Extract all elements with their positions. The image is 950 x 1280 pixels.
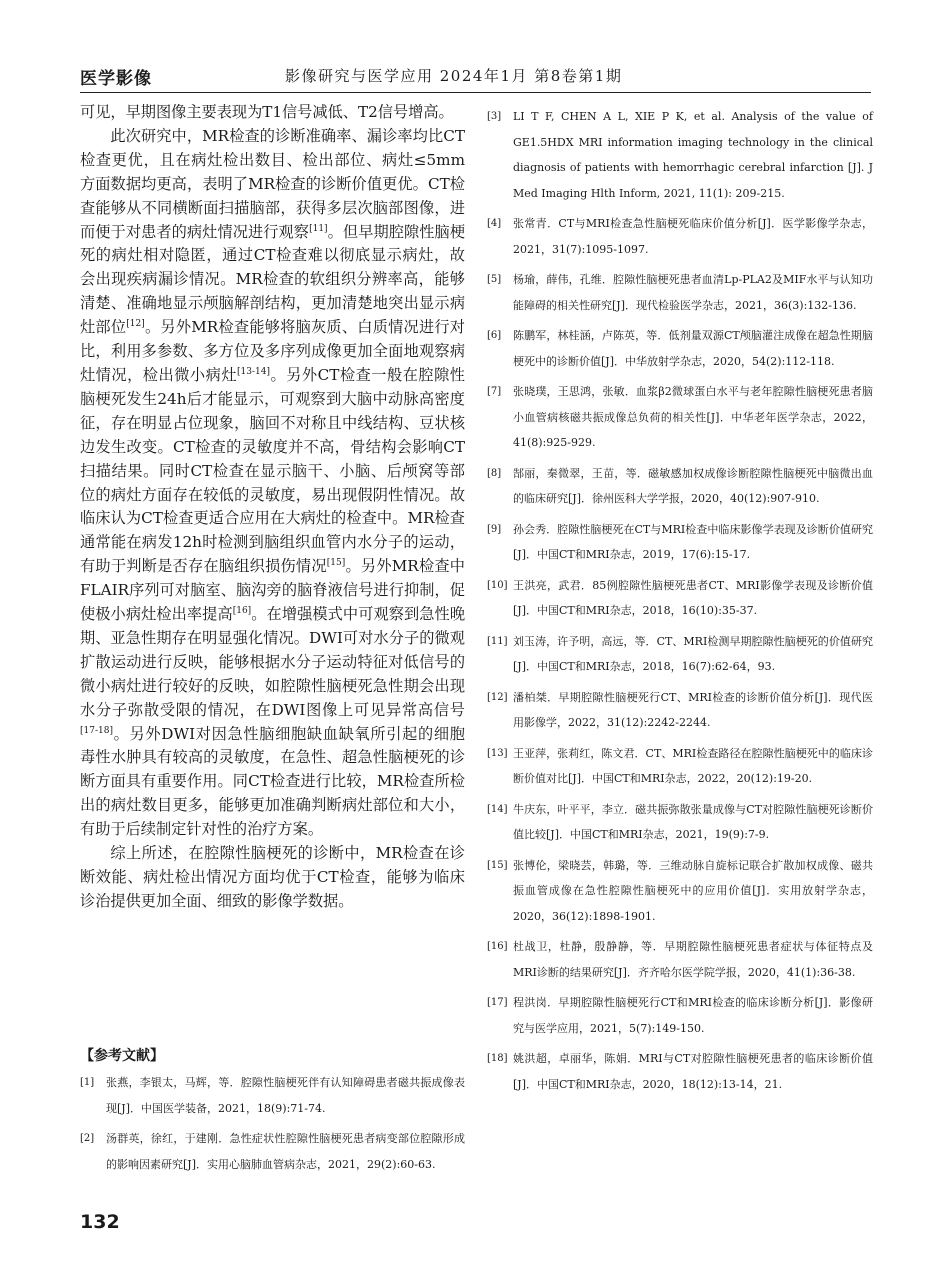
paragraph-2-part-c: 。另外MR检查能够将脑灰质、白质情况进行对比，利用多参数、多方位及多序列成像更加全面地观察病灶情况，检出微小病灶 (80, 318, 465, 384)
reference-number: [6] (487, 330, 502, 341)
reference-item (80, 1126, 465, 1177)
reference-text: 张燕，李银太，马辉，等．腔隙性脑梗死伴有认知障碍患者磁共振成像表现[J]．中国医学装备，2021，18(9):71-74. (106, 1076, 465, 1115)
reference-text: 杨瑜，薛伟，孔维．腔隙性脑梗死患者血清Lp-PLA2及MIF水平与认知功能障碍的相关性研究[J]．现代检验医学杂志，2021，36(3):132-136. (513, 273, 873, 312)
citation-11: [11] (309, 223, 328, 234)
paragraph-3: 综上所述，在腔隙性脑梗死的诊断中，MR检查在诊断效能、病灶检出情况方面均优于CT检查，能够为临床诊治提供更加全面、细致的影像学数据。 (80, 844, 465, 910)
reference-text: 陈鹏军，林桂涵，卢陈英，等．低剂量双源CT颅脑灌注成像在超急性期脑梗死中的诊断价值[J]．中华放射学杂志，2020，54(2):112-118. (513, 329, 873, 368)
reference-text: 刘玉涛，许予明，高远，等．CT、MRI检测早期腔隙性脑梗死的价值研究[J]．中国CT和MRI杂志，2018，16(7):62-64，93. (513, 634, 873, 673)
reference-item (487, 741, 873, 792)
reference-item (487, 629, 873, 680)
reference-item (487, 517, 873, 568)
reference-text: 张常青．CT与MRI检查急性脑梗死临床价值分析[J]．医学影像学杂志，2021，31(7):1095-1097. (513, 217, 873, 256)
reference-text: 潘柏桀．早期腔隙性脑梗死行CT、MRI检查的诊断价值分析[J]．现代医用影像学，2022，31(12):2242-2244. (513, 690, 873, 729)
paragraph-2-part-g: 。另外DWI对因急性脑细胞缺血缺氧所引起的细胞毒性水肿具有较高的灵敏度，在急性、超急性脑梗死的诊断方面具有重要作用。同CT检查进行比较，MR检查所检出的病灶数目更多，能够更加准确判断病灶部位和大小，有助于后续制定针对性的治疗方案。 (80, 724, 465, 839)
paragraph-2-part-a: 此次研究中，MR检查的诊断准确率、漏诊率均比CT检查更优，且在病灶检出数目、检出部位、病灶≤5mm方面数据均更高，表明了MR检查的诊断价值更优。CT检查能够从不同横断面扫描脑部，获得多层次脑部图像，进而便于对患者的病灶情况进行观察 (80, 126, 465, 241)
reference-text: 牛庆东，叶平平，李立．磁共振弥散张量成像与CT对腔隙性脑梗死诊断价值比较[J]．中国CT和MRI杂志，2021，19(9):7-9. (513, 802, 873, 841)
citation-13-14: [13-14] (237, 366, 270, 377)
paragraph-2-part-e: 。另外MR检查中FLAIR序列可对脑室、脑沟旁的脑脊液信号进行抑制，促使极小病灶检出率提高 (80, 557, 465, 624)
reference-number: [12] (487, 691, 508, 703)
reference-item (487, 573, 873, 624)
reference-number: [7] (487, 386, 502, 397)
reference-number: [2] (80, 1133, 95, 1144)
reference-item (487, 267, 873, 318)
reference-number: [8] (487, 467, 502, 479)
reference-text: 张博伦，梁晓芸，韩璐，等．三维动脉自旋标记联合扩散加权成像、磁共振血管成像在急性腔隙性脑梗死中的应用价值[J]．实用放射学杂志，2020，36(12):1898-1901. (513, 858, 873, 923)
reference-item (487, 461, 873, 512)
reference-number: [9] (487, 523, 502, 535)
references-heading: 【参考文献】 (80, 1048, 164, 1064)
paragraph-2-part-d: 。另外CT检查一般在腔隙性脑梗死发生24h后才能显示，可观察到大脑中动脉高密度征，存在明显占位现象，脑回不对称且中线结构、豆状核边发生改变。CT检查的灵敏度并不高，骨结构会影响CT扫描结果。同时CT检查在显示脑干、小脑、后颅窝等部位的病灶方面存在较低的灵敏度，易出现假阴性情况。故临床认为CT检查更适合应用在大病灶的检查中。MR检查通常能在病发12h时检测到脑组织血管内水分子的运动，有助于判断是否存在脑组织损伤情况 (80, 365, 465, 576)
reference-item (487, 685, 873, 736)
citation-12: [12] (126, 319, 145, 330)
paragraph-2-part-b: 。但早期腔隙性脑梗死的病灶相对隐匿，通过CT检查难以彻底显示病灶，故会出现疾病漏诊情况。MR检查的软组织分辨率高，能够清楚、准确地显示颅脑解剖结构，更加清楚地突出显示病灶部位 (80, 222, 466, 337)
journal-info: 影像研究与医学应用 2024年1月 第8卷第1期 (285, 67, 623, 85)
reference-item (487, 379, 873, 456)
reference-number: [18] (487, 1053, 508, 1064)
reference-text: 杜战卫，杜静，殷静静，等．早期腔隙性脑梗死患者症状与体征特点及MRI诊断的结果研究[J]．齐齐哈尔医学院学报，2020，41(1):36-38. (513, 940, 873, 979)
reference-number: [16] (487, 941, 508, 952)
header-rule (80, 92, 871, 93)
paragraph-2 (80, 125, 465, 842)
reference-item (487, 934, 873, 985)
reference-text: 汤群英，徐红，于建刚．急性症状性腔隙性脑梗死患者病变部位腔隙形成的影响因素研究[J]．实用心脑肺血管病杂志，2021，29(2):60-63. (106, 1132, 465, 1171)
references-left-column (80, 1070, 465, 1182)
reference-number: [11] (487, 635, 508, 647)
main-text-column (80, 101, 465, 914)
reference-number: [15] (487, 859, 508, 871)
running-header (80, 62, 870, 88)
reference-number: [17] (487, 997, 508, 1008)
citation-17-18: [17-18] (80, 725, 113, 736)
reference-number: [1] (80, 1077, 95, 1088)
reference-item (487, 853, 873, 930)
section-label: 医学影像 (80, 69, 152, 89)
reference-number: [3] (487, 111, 502, 122)
reference-text: 张晓璞，王思鸿，张敏．血浆β2微球蛋白水平与老年腔隙性脑梗死患者脑小血管病核磁共振成像总负荷的相关性[J]．中华老年医学杂志，2022，41(8):925-929. (513, 385, 873, 449)
reference-item (487, 104, 873, 206)
reference-number: [4] (487, 218, 502, 229)
reference-number: [10] (487, 579, 508, 591)
references-right-column (487, 104, 873, 1102)
reference-number: [5] (487, 274, 502, 285)
paragraph-1: 可见，早期图像主要表现为T1信号减低、T2信号增高。 (80, 103, 454, 121)
reference-item (487, 797, 873, 848)
reference-text: 王亚萍，张莉红，陈文君．CT、MRI检查路径在腔隙性脑梗死中的临床诊断价值对比[J]．中国CT和MRI杂志，2022，20(12):19-20. (513, 746, 873, 785)
reference-item (487, 211, 873, 262)
reference-item (487, 990, 873, 1041)
reference-text: 王洪亮，武君．85例腔隙性脑梗死患者CT、MRI影像学表现及诊断价值[J]．中国CT和MRI杂志，2018，16(10):35-37. (513, 578, 873, 617)
citation-15: [15] (326, 558, 346, 569)
reference-text: 姚洪超，卓丽华，陈娟．MRI与CT对腔隙性脑梗死患者的临床诊断价值[J]．中国CT和MRI杂志，2020，18(12):13-14，21. (513, 1052, 873, 1091)
reference-number: [14] (487, 803, 508, 815)
reference-text: LI T F, CHEN A L, XIE P K, et al. Analysis of the value of GE1.5HDX MRI information imaging technology in the clinical diagnosis of patients with hemorrhagic cerebral infarction [J]. J Med Imaging Hlth Inform, 2021, 11(1): 209-215. (513, 110, 873, 200)
reference-item (80, 1070, 465, 1121)
paragraph-2-part-f: 。在增强模式中可观察到急性晚期、亚急性期存在明显强化情况。DWI可对水分子的微观扩散运动进行反映，能够根据水分子运动特征对低信号的微小病灶进行较好的反映，如腔隙性脑梗死急性期会出现水分子弥散受限的情况，在DWI图像上可见异常高信号 (80, 605, 466, 719)
reference-item (487, 323, 873, 374)
reference-text: 孙会秀．腔隙性脑梗死在CT与MRI检查中临床影像学表现及诊断价值研究[J]．中国CT和MRI杂志，2019，17(6):15-17. (513, 522, 873, 561)
citation-16: [16] (232, 605, 252, 616)
reference-item (487, 1046, 873, 1097)
reference-number: [13] (487, 747, 508, 759)
reference-text: 郜丽，秦微翠，王苗，等．磁敏感加权成像诊断腔隙性脑梗死中脑微出血的临床研究[J]．徐州医科大学学报，2020，40(12):907-910. (513, 466, 873, 505)
page-number: 132 (80, 1211, 120, 1233)
reference-text: 程洪岗．早期腔隙性脑梗死行CT和MRI检查的临床诊断分析[J]．影像研究与医学应用，2021，5(7):149-150. (513, 996, 873, 1035)
